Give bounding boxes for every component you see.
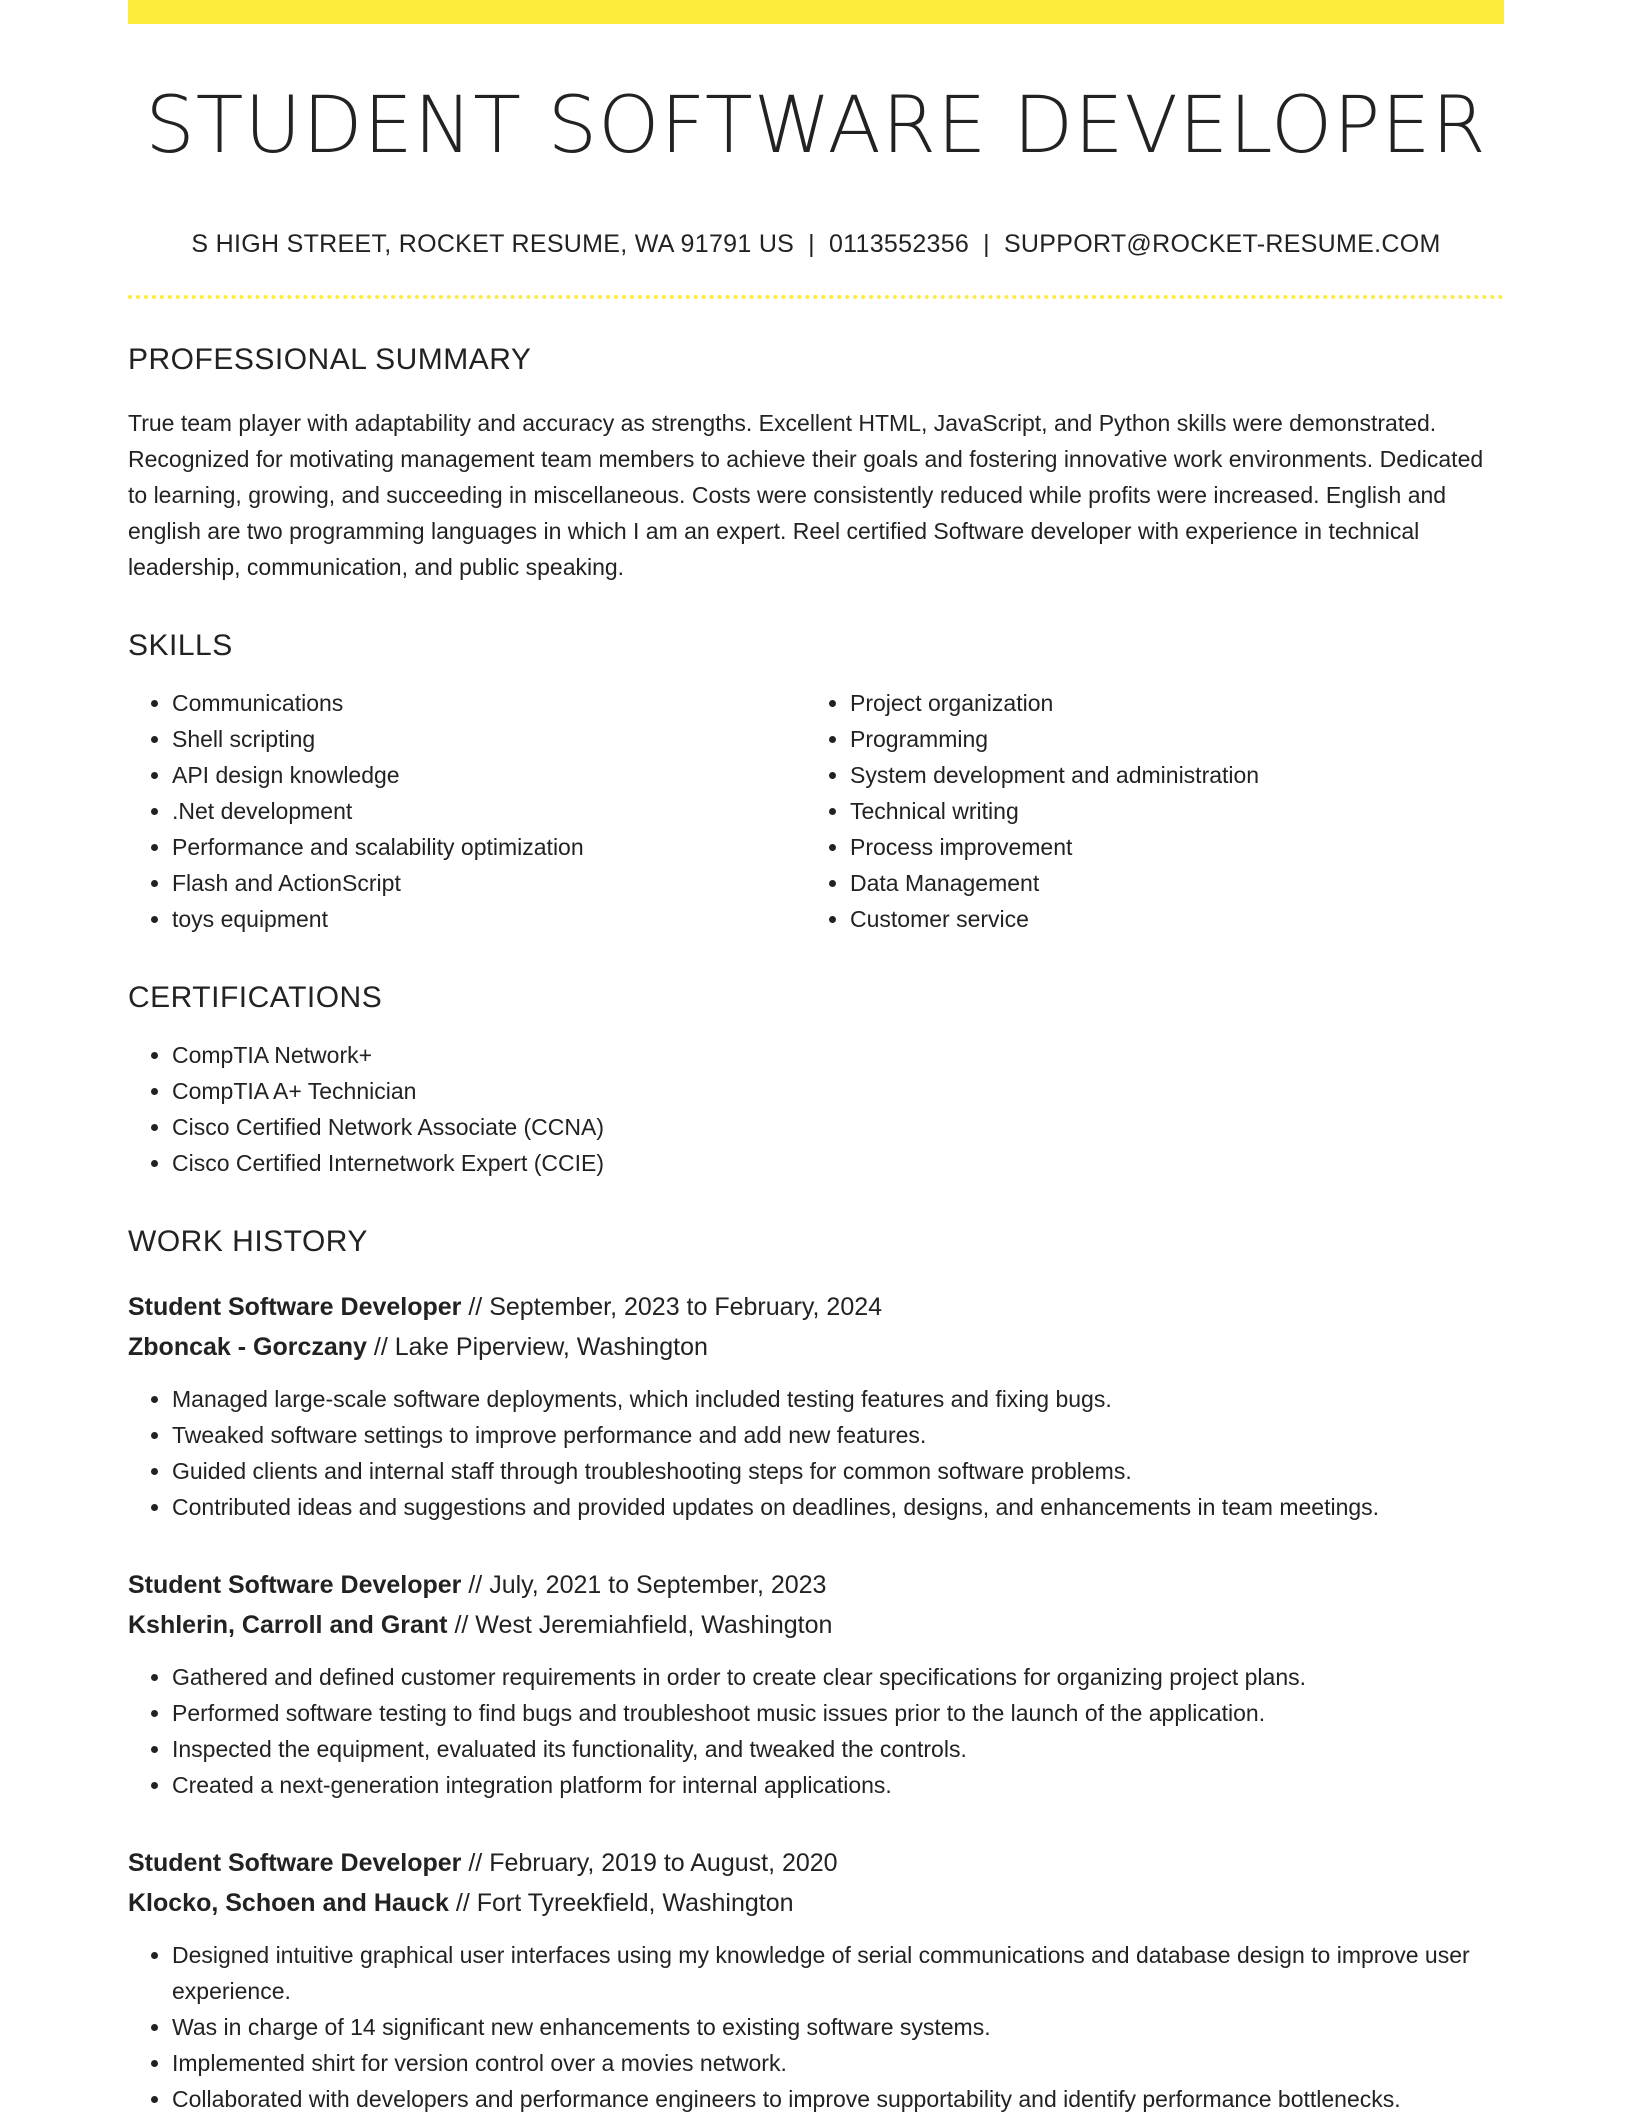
contact-phone: 0113552356 <box>828 229 970 258</box>
job-bullet: • Designed intuitive graphical user interfaces using my knowledge of serial communications and database design to improve user experience. <box>172 1937 1504 2009</box>
job-company: Zboncak - Gorczany <box>128 1332 367 1361</box>
job-company: Kshlerin, Carroll and Grant <box>128 1610 448 1639</box>
skill-item: • API design knowledge <box>172 757 806 793</box>
job-company-line <box>128 1327 1504 1367</box>
skills-list-right <box>806 685 1484 937</box>
job-bullet: • Implemented shirt for version control over a movies network. <box>172 2045 1504 2081</box>
job-role-line <box>128 1287 1504 1327</box>
resume-title: STUDENT SOFTWARE DEVELOPER <box>145 81 1487 171</box>
skill-item: • Performance and scalability optimization <box>172 829 806 865</box>
job-bullets <box>128 1937 1504 2117</box>
job-location: // Fort Tyreekfield, Washington <box>448 1888 794 1917</box>
job-role: Student Software Developer <box>128 1292 462 1321</box>
skills-grid <box>128 685 1504 937</box>
job-bullet: • Was in charge of 14 significant new enhancements to existing software systems. <box>172 2009 1504 2045</box>
job-role: Student Software Developer <box>128 1570 462 1599</box>
skill-item: • Data Management <box>850 865 1484 901</box>
accent-bar <box>128 0 1504 24</box>
job-bullet: • Collaborated with developers and performance engineers to improve supportability and identify performance bottlenecks. <box>172 2081 1504 2117</box>
job-entry <box>128 1287 1504 1525</box>
summary-text: True team player with adaptability and accuracy as strengths. Excellent HTML, JavaScript, and Python skills were demonstrated. Recognized for motivating management team members to achieve their goals and fostering innovative work environments. Dedicated to learning, growing, and succeeding in miscellaneous. Costs were consistently reduced while profits were increased. English and english are two programming languages in which I am an expert. Reel certified Software developer with experience in technical leadership, communication, and public speaking. <box>128 409 1484 580</box>
contact-separator: | <box>808 229 815 258</box>
job-bullets <box>128 1659 1504 1803</box>
job-company-line <box>128 1883 1504 1923</box>
job-company-line <box>128 1605 1504 1645</box>
job-location: // Lake Piperview, Washington <box>366 1332 708 1361</box>
certification-item: • CompTIA Network+ <box>172 1037 1504 1073</box>
skill-item: • Communications <box>172 685 806 721</box>
skill-item: • Flash and ActionScript <box>172 865 806 901</box>
skill-item: • Shell scripting <box>172 721 806 757</box>
skill-item: • Technical writing <box>850 793 1484 829</box>
job-bullet: • Managed large-scale software deployments, which included testing features and fixing bugs. <box>172 1381 1504 1417</box>
job-role-line <box>128 1565 1504 1605</box>
job-role-line <box>128 1843 1504 1883</box>
job-role: Student Software Developer <box>128 1848 462 1877</box>
job-bullet: • Created a next-generation integration platform for internal applications. <box>172 1767 1504 1803</box>
contact-separator: | <box>983 229 990 258</box>
skill-item: • Project organization <box>850 685 1484 721</box>
job-dates: // September, 2023 to February, 2024 <box>461 1292 883 1321</box>
certification-item: • CompTIA A+ Technician <box>172 1073 1504 1109</box>
work-history-heading: WORK HISTORY <box>128 1224 368 1258</box>
contact-line <box>128 230 1504 259</box>
skill-item: • .Net development <box>172 793 806 829</box>
certification-item: • Cisco Certified Internetwork Expert (CCIE) <box>172 1145 1504 1181</box>
job-bullet: • Contributed ideas and suggestions and provided updates on deadlines, designs, and enhancements in team meetings. <box>172 1489 1504 1525</box>
job-dates: // July, 2021 to September, 2023 <box>461 1570 827 1599</box>
certifications-heading: CERTIFICATIONS <box>128 980 383 1014</box>
job-bullet: • Guided clients and internal staff through troubleshooting steps for common software problems. <box>172 1453 1504 1489</box>
certifications-list <box>128 1037 1504 1181</box>
job-entry <box>128 1843 1504 2117</box>
skill-item: • Customer service <box>850 901 1484 937</box>
skills-list-left <box>128 685 806 937</box>
skills-heading: SKILLS <box>128 628 233 662</box>
job-bullets <box>128 1381 1504 1525</box>
job-bullet: • Performed software testing to find bugs and troubleshoot music issues prior to the launch of the application. <box>172 1695 1504 1731</box>
skill-item: • System development and administration <box>850 757 1484 793</box>
certification-item: • Cisco Certified Network Associate (CCNA) <box>172 1109 1504 1145</box>
job-location: // West Jeremiahfield, Washington <box>447 1610 833 1639</box>
contact-email[interactable]: SUPPORT@ROCKET-RESUME.COM <box>1003 229 1441 258</box>
job-dates: // February, 2019 to August, 2020 <box>461 1848 838 1877</box>
job-bullet: • Inspected the equipment, evaluated its functionality, and tweaked the controls. <box>172 1731 1504 1767</box>
skill-item: • Process improvement <box>850 829 1484 865</box>
job-entry <box>128 1565 1504 1803</box>
contact-address: S HIGH STREET, ROCKET RESUME, WA 91791 US <box>191 229 795 258</box>
job-bullet: • Tweaked software settings to improve performance and add new features. <box>172 1417 1504 1453</box>
resume-page <box>128 0 1504 2117</box>
job-bullet: • Gathered and defined customer requirements in order to create clear specifications for organizing project plans. <box>172 1659 1504 1695</box>
skill-item: • toys equipment <box>172 901 806 937</box>
job-company: Klocko, Schoen and Hauck <box>128 1888 449 1917</box>
skill-item: • Programming <box>850 721 1484 757</box>
summary-heading: PROFESSIONAL SUMMARY <box>128 342 532 376</box>
dotted-divider <box>128 295 1504 299</box>
